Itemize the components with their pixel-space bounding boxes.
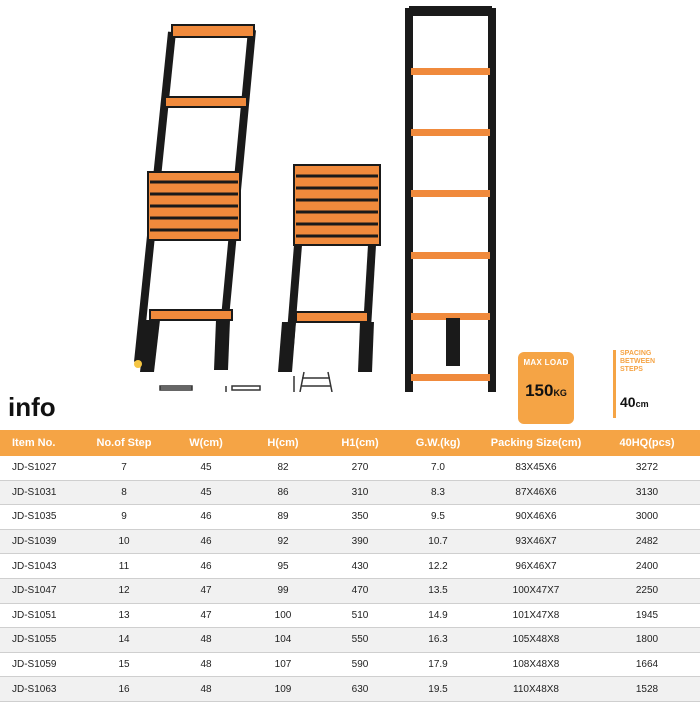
table-cell: JD-S1027 [0,456,80,480]
table-cell: 8 [80,480,168,505]
table-cell: 46 [168,505,244,530]
table-row [0,652,700,677]
table-cell: JD-S1031 [0,480,80,505]
max-load-unit: KG [553,388,567,398]
table-cell: 470 [322,578,398,603]
table-row [0,456,700,480]
table-cell: 89 [244,505,322,530]
col-header: W(cm) [168,430,244,456]
table-cell: 100 [244,603,322,628]
spacing-accent-bar [613,350,616,418]
table-cell: JD-S1039 [0,529,80,554]
table-cell: 14 [80,628,168,653]
table-row [0,529,700,554]
max-load-value: 150 [525,381,554,400]
table-cell: 2250 [594,578,700,603]
table-cell: 48 [168,677,244,702]
table-cell: 2482 [594,529,700,554]
ladder-fully-extended [409,6,492,392]
table-cell: 109 [244,677,322,702]
table-cell: 8.3 [398,480,478,505]
table-cell: 15 [80,652,168,677]
col-header: H1(cm) [322,430,398,456]
table-cell: 48 [168,652,244,677]
step-spacing-badge [613,350,669,418]
table-cell: 7 [80,456,168,480]
table-cell: 108X48X8 [478,652,594,677]
table-row [0,554,700,579]
table-cell: 101X47X8 [478,603,594,628]
table-cell: 1528 [594,677,700,702]
table-cell: 100X47X7 [478,578,594,603]
table-cell: 17.9 [398,652,478,677]
table-cell: 12 [80,578,168,603]
table-cell: 45 [168,480,244,505]
table-cell: 390 [322,529,398,554]
table-cell: 10.7 [398,529,478,554]
table-cell: 3272 [594,456,700,480]
table-cell: 12.2 [398,554,478,579]
table-cell: 270 [322,456,398,480]
table-cell: 3130 [594,480,700,505]
table-cell: JD-S1035 [0,505,80,530]
table-cell: 107 [244,652,322,677]
diagram-width [160,386,192,390]
table-cell: 95 [244,554,322,579]
table-cell: 1945 [594,603,700,628]
spacing-label: SPACING BETWEEN STEPS [620,350,655,373]
table-cell: JD-S1043 [0,554,80,579]
col-header: Packing Size(cm) [478,430,594,456]
diagram-height [226,386,260,392]
table-cell: 10 [80,529,168,554]
table-row [0,480,700,505]
table-cell: JD-S1055 [0,628,80,653]
table-cell: 510 [322,603,398,628]
table-cell: 7.0 [398,456,478,480]
table-cell: 9 [80,505,168,530]
table-cell: 430 [322,554,398,579]
table-row [0,677,700,702]
table-cell: 86 [244,480,322,505]
table-cell: 1664 [594,652,700,677]
table-cell: 104 [244,628,322,653]
table-cell: 47 [168,578,244,603]
table-row [0,628,700,653]
table-cell: 48 [168,628,244,653]
max-load-badge [518,352,574,424]
table-cell: 590 [322,652,398,677]
table-row [0,505,700,530]
col-header: No.of Step [80,430,168,456]
table-cell: 87X46X6 [478,480,594,505]
table-cell: 96X46X7 [478,554,594,579]
col-header: H(cm) [244,430,322,456]
table-cell: 105X48X8 [478,628,594,653]
col-header: Item No. [0,430,80,456]
table-cell: 13 [80,603,168,628]
table-cell: 3000 [594,505,700,530]
table-cell: 13.5 [398,578,478,603]
table-row [0,603,700,628]
col-header: 40HQ(pcs) [594,430,700,456]
spacing-value-line [620,394,649,410]
table-cell: 99 [244,578,322,603]
table-cell: 110X48X8 [478,677,594,702]
table-cell: 46 [168,529,244,554]
spacing-value: 40 [620,394,636,410]
table-cell: 47 [168,603,244,628]
table-cell: 82 [244,456,322,480]
table-cell: 16.3 [398,628,478,653]
spec-table [0,430,700,702]
table-cell: 83X45X6 [478,456,594,480]
ladder-partially-extended [134,25,254,372]
table-cell: 550 [322,628,398,653]
table-cell: 2400 [594,554,700,579]
table-cell: 93X46X7 [478,529,594,554]
table-cell: 46 [168,554,244,579]
table-cell: 14.9 [398,603,478,628]
table-cell: 350 [322,505,398,530]
table-cell: JD-S1059 [0,652,80,677]
info-title: info [8,392,56,422]
table-cell: JD-S1047 [0,578,80,603]
table-cell: 19.5 [398,677,478,702]
table-header-row [0,430,700,456]
table-cell: 90X46X6 [478,505,594,530]
table-cell: 1800 [594,628,700,653]
table-cell: JD-S1063 [0,677,80,702]
table-cell: 11 [80,554,168,579]
table-cell: 16 [80,677,168,702]
table-row [0,578,700,603]
col-header: G.W.(kg) [398,430,478,456]
ladder-collapsed [278,165,380,372]
diagram-extended-height [294,372,332,392]
table-cell: 630 [322,677,398,702]
max-load-value-line [518,381,574,401]
table-cell: 92 [244,529,322,554]
spacing-unit: cm [635,399,649,409]
table-cell: 310 [322,480,398,505]
table-cell: 9.5 [398,505,478,530]
table-cell: JD-S1051 [0,603,80,628]
table-cell: 45 [168,456,244,480]
max-load-label: MAX LOAD [523,358,569,367]
